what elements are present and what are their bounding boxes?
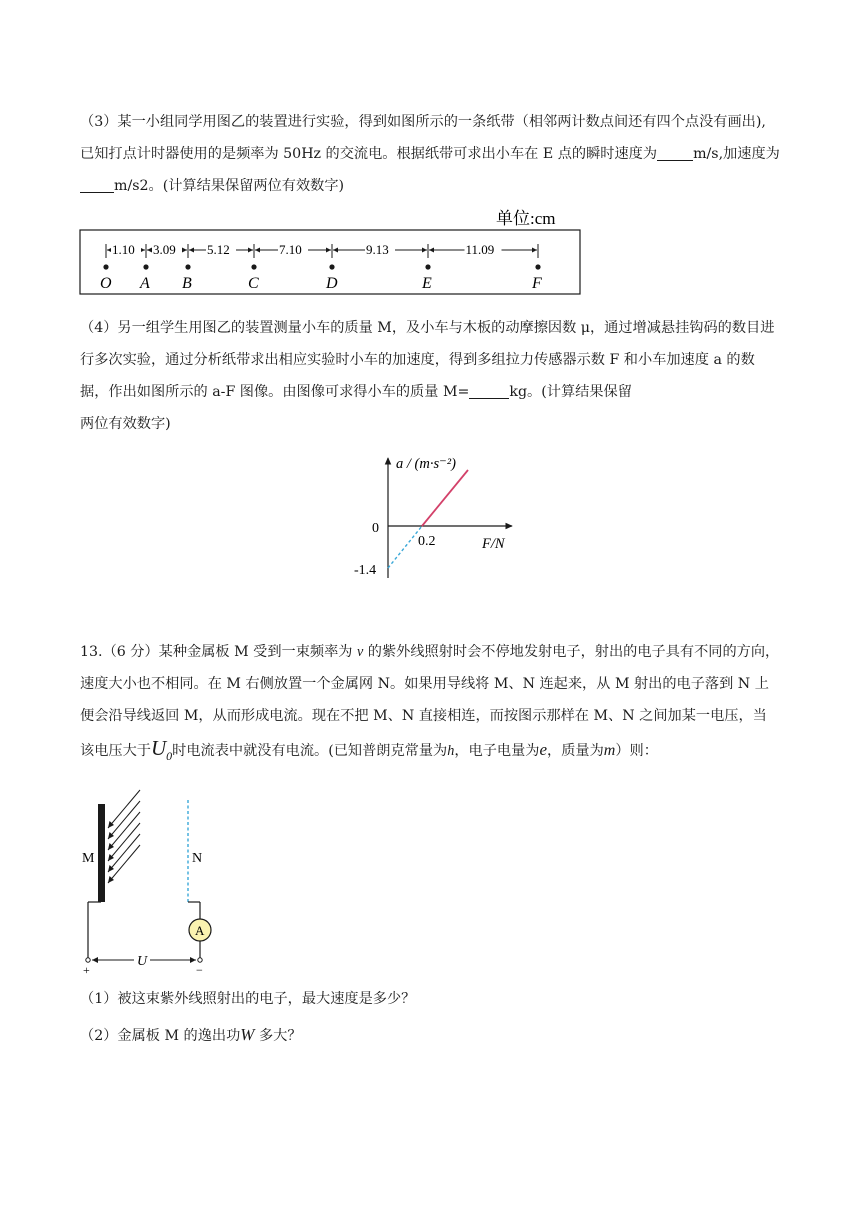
uv-rays: [108, 790, 140, 883]
graph-x-label: F/N: [482, 536, 505, 552]
tape-point-label: D: [326, 275, 338, 292]
mesh-label-n: N: [192, 851, 203, 866]
tape-point-label: F: [532, 275, 542, 292]
tape-dot: [185, 264, 190, 269]
plus-sign: +: [83, 963, 90, 976]
tape-arrowhead: [429, 248, 434, 253]
planck-symbol: h: [447, 743, 455, 759]
uv-ray: [108, 790, 140, 828]
tape-segment-label: 3.09: [153, 242, 176, 257]
tape-point-label: A: [140, 275, 150, 292]
graph-x-intercept-label: 0.2: [418, 534, 436, 549]
tape-arrowhead: [189, 248, 194, 253]
uv-ray: [108, 823, 140, 861]
terminal-plus: [86, 958, 90, 962]
tape-arrowhead: [532, 248, 537, 253]
photoelectric-circuit: [78, 784, 238, 976]
uv-ray: [108, 801, 140, 839]
tape-segment-label: 5.12: [207, 242, 230, 257]
graph-y-intercept-label: -1.4: [354, 563, 377, 578]
tape-point-label: C: [248, 275, 259, 292]
tape-dot: [143, 264, 148, 269]
tape-arrowhead: [333, 248, 338, 253]
tape-arrowhead: [182, 248, 187, 253]
tape-arrowhead: [422, 248, 427, 253]
charge-symbol: e: [539, 740, 548, 759]
graph-origin-label: 0: [372, 521, 379, 536]
tape-segment-label: 1.10: [112, 242, 135, 257]
tape-arrowhead: [255, 248, 260, 253]
answer-blank-acceleration[interactable]: [80, 176, 114, 193]
sub-question-2: （2）金属板 M 的逸出功W 多大？: [80, 1025, 302, 1044]
sub-question-1: （1）被这束紫外线照射出的电子，最大速度是多少？: [80, 991, 416, 1007]
mass-symbol: m: [603, 742, 616, 759]
tape-dot: [535, 264, 540, 269]
ammeter-label: A: [195, 923, 205, 938]
tape-marks: [100, 242, 542, 292]
tape-dot: [103, 264, 108, 269]
answer-blank-mass[interactable]: [469, 382, 509, 399]
tape-unit-label: 单位:cm: [496, 209, 556, 228]
tape-arrowhead: [248, 248, 253, 253]
work-function-symbol: W: [240, 1025, 255, 1044]
tape-segment-label: 7.10: [279, 242, 302, 257]
question-13-text: 13.（6 分）某种金属板 M 受到一束频率为 ν 的紫外线照射时会不停地发射电子，射出的电子具有不同的方向，速度大小也不相同。在 M 右侧放置一个金属网 N。如果用导线将 M、N 连起来，从 M 射出的电子落到 N 上便会沿导线返回 M，从而形成电流。现在不把 M、N 直接相连，而按图示那样在 M、N 之间加某一电压，当该电压大于$U_0$时电流表中就没有电流。(已知普朗克常量为h，电子电量为e，质量为m）则：: [80, 644, 780, 764]
question-3-text: （3）某一小组同学用图乙的装置进行实验，得到如图所示的一条纸带（相邻两计数点间还有四个点没有画出),已知打点计时器使用的是频率为 50Hz 的交流电。根据纸带可求出小车在 E 点的瞬时速度为 m/s,加速度为m/s2。(计算结果保留两位有效数字): [80, 114, 780, 194]
uv-ray: [108, 845, 140, 883]
voltage-symbol: $U_0$: [150, 736, 173, 764]
uv-ray: [108, 812, 140, 850]
voltage-label: U: [137, 954, 148, 969]
tape-dot: [425, 264, 430, 269]
tape-point-label: O: [100, 275, 112, 292]
plate-label-m: M: [82, 851, 95, 866]
frequency-symbol: ν: [356, 644, 364, 660]
terminal-minus: [198, 958, 202, 962]
paper-tape-figure: [78, 204, 588, 298]
graph-y-label: a / (m·s⁻²): [396, 456, 456, 472]
tape-dot: [329, 264, 334, 269]
tape-point-label: E: [422, 275, 432, 292]
a-f-graph: [350, 450, 530, 590]
tape-arrowhead: [147, 248, 152, 253]
tape-dot: [251, 264, 256, 269]
tape-arrowhead: [326, 248, 331, 253]
minus-sign: −: [196, 963, 203, 976]
graph-dashed-extension: [388, 526, 422, 568]
answer-blank-velocity[interactable]: [657, 144, 693, 161]
graph-solid-line: [422, 470, 468, 526]
uv-ray: [108, 834, 140, 872]
question-4-text: （4）另一组学生用图乙的装置测量小车的质量 M，及小车与木板的动摩擦因数 μ，通过增减悬挂钩码的数目进行多次实验，通过分析纸带求出相应实验时小车的加速度，得到多组拉力传感器示数 F 和小车加速度 a 的数据，作出如图所示的 a-F 图像。由图像可求得小车的质量 M= kg。(计算结果保留 两位有效数字): [80, 320, 775, 432]
tape-segment-label: 11.09: [465, 242, 495, 257]
tape-point-label: B: [182, 275, 192, 292]
tape-segment-label: 9.13: [366, 242, 389, 257]
metal-plate-m: [98, 804, 105, 902]
